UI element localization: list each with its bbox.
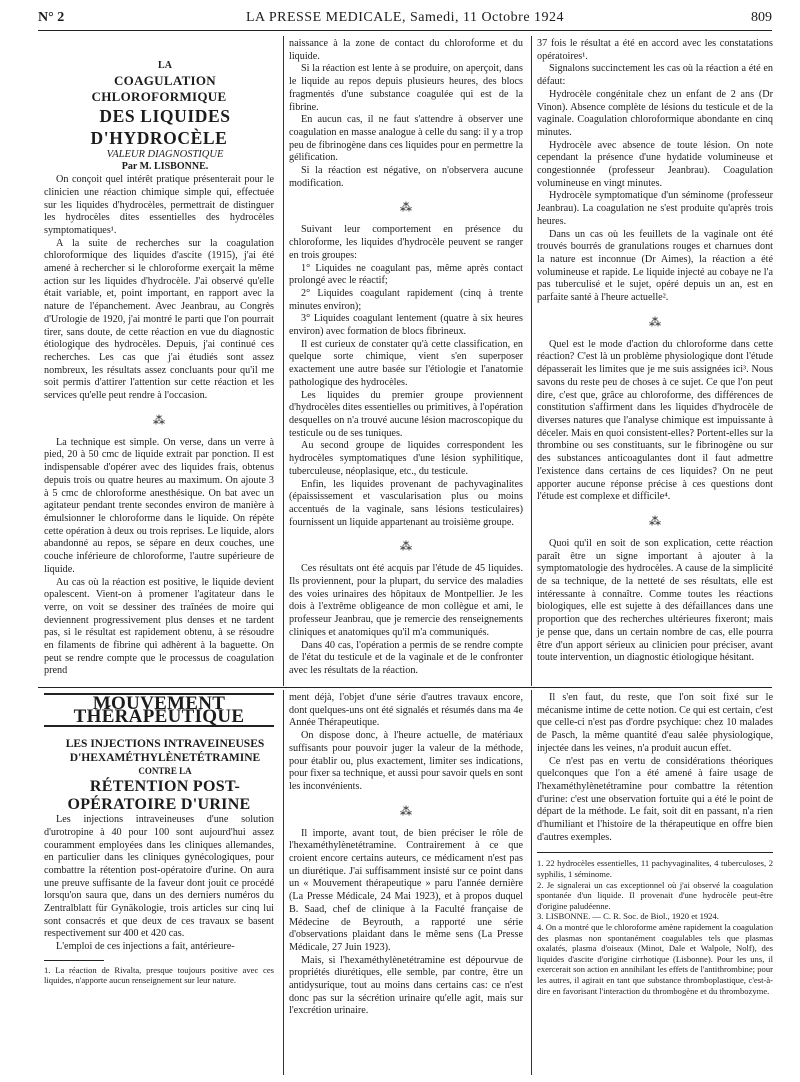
journal-title: LA PRESSE MEDICALE, Samedi, 11 Octobre 1924	[245, 10, 565, 25]
footnote-text: 1. La réaction de Rivalta, presque toujours positive avec ces liquides, n'apporte aucun renseignement sur leur nature.	[44, 964, 274, 986]
paragraph: Si la réaction est négative, on n'observera aucune modification.	[289, 165, 523, 189]
paragraph: Au second groupe de liquides correspondent les hydrocèles symptomatiques d'une lésion syphilitique, tuberculeuse, néoplasique, etc., du testicule.	[289, 440, 523, 477]
paragraph: En aucun cas, il ne faut s'attendre à observer une coagulation en masse analogue à celle du sang: il y a trop peu de fibrinogène dans ces liquides pour en permettre la gélification.	[289, 114, 523, 164]
footnote-rule	[44, 960, 104, 961]
paragraph: 1° Liquides ne coagulant pas, même après contact prolongé avec le réactif;	[289, 262, 523, 287]
paragraph: Les liquides du premier groupe proviennent d'hydrocèles dites essentielles ou primitives, à l'opération desquelles on n'a trouvé aucune lésion macroscopique du testicule ou de ses tuniques.	[289, 389, 523, 439]
column-rule	[531, 690, 532, 1075]
column-rule	[283, 690, 284, 1075]
paragraph: Quoi qu'il en soit de son explication, cette réaction paraît être un signe important à ajouter à la symptomatologie des hydrocèles. A cause de la simplicité de sa technique, de la netteté de ses résultats, elle est intéressante à connaître. Comme toutes les réactions biologiques, elle est sujette à des défaillances dans une proportion que des recherches ultérieures fixeront; mais je pense que, dans un certain nombre de cas, elle pourra être d'un apport sérieux au clinicien pour préciser, avant toute intervention, un diagnostic étiologique hésitant.	[537, 537, 773, 664]
section-ornament: ⁂	[400, 539, 412, 554]
paragraph: Il est curieux de constater qu'à cette classification, en quelque sorte chimique, vient s'en superposer exactement une autre basée sur l'étiologie et l'anatomie pathologique des hydrocèles.	[289, 338, 523, 388]
article-separator	[38, 687, 772, 688]
page-header	[38, 10, 772, 31]
paragraph: 37 fois le résultat a été en accord avec les constatations opératoires¹.	[537, 38, 773, 62]
article-subtitle: VALEUR DIAGNOSTIQUE	[106, 148, 224, 160]
footnote-text: 3. LISBONNE. — C. R. Soc. de Biol., 1920 et 1924.	[537, 911, 719, 922]
paragraph: Les injections intraveineuses d'une solution d'urotropine à 40 pour 100 sont aujourd'hui assez couramment employées dans les cliniques allemandes, en particulier dans les cliniques gynécologiques, pour combattre la rétention post-opératoire d'urine. On aura une preuve suffisante de la faveur dont jouit ce procédé lorsqu'on saura que, dans un des derniers numéros du Zentralblatt für Gynäkologie, trois articles sur cinq lui sont consacrés et que deux de ces travaux se basent respectivement sur 400 et 420 cas.	[44, 814, 274, 940]
paragraph: Dans un cas où les feuillets de la vaginale ont été trouvés bourrés de granulations rouges et charnues dont la nature est inconnue (Dr Aimes), la réaction a été volumineuse et rapide. Le liquide injecté au cobaye ne l'a pas tuberculisé et le sujet, opéré depuis un an, est en parfaite santé à l'heure actuelle².	[537, 228, 773, 304]
article1-column-2	[289, 38, 523, 678]
section-ornament: ⁂	[400, 803, 412, 818]
article1-column-3	[537, 38, 773, 665]
paragraph: Ces résultats ont été acquis par l'étude de 45 liquides. Ils proviennent, pour la plupart, du service des maladies des voies urinaires des hôpitaux de Montpellier. Je les dois à l'extrême obligeance de mon collègue et ami, le professeur Jeanbrau, que je remercie des renseignements cliniques et anatomiques qu'il m'a communiqués.	[289, 563, 523, 638]
paragraph: A la suite de recherches sur la coagulation chloroformique des liquides d'ascite (1915), j'ai été amené à rechercher si le chloroforme exerçait la même action sur les liquides d'hydrocèle. J'ai observé qu'elle était variable, et, point important, en rapport avec la nature de l'épanchement. Avec Jeanbrau, au Congrès d'Urologie de 1920, j'ai montré le parti que l'on pourrait tirer, sans doute, de cette réaction en vue du diagnostic étiologique des hydrocèles. Depuis, j'ai continué ces recherches. Les cas que j'ai étudiés sont assez nombreux, les résultats assez concluants pour qu'il me soit permis d'attirer l'attention sur cette réaction et les services qu'elle peut rendre à l'occasion.	[44, 237, 274, 402]
paragraph: L'emploi de ces injections a fait, antérieure-	[56, 941, 235, 953]
footnote-text: 2. Je signalerai un cas exceptionnel où j'ai observé la coagulation spontanée d'un liquide. Il provenait d'une hydrocèle peut-être d'origine paludéenne.	[537, 879, 773, 911]
paragraph: Signalons succinctement les cas où la réaction a été en défaut:	[537, 63, 773, 88]
paragraph: Ce n'est pas en vertu de considérations théoriques quelconques que l'on a été amené à faire usage de l'hexaméthylènetétramine pour combattre la rétention d'urine: c'est une observation fortuite qui a été le point de départ de la méthode. Le fait, soit dit en passant, n'a rien d'humiliant et l'histoire de la thérapeutique en offre bien d'autres exemples.	[537, 755, 773, 843]
article-title-line2: DES LIQUIDES D'HYDROCÈLE	[90, 105, 231, 148]
section-ornament: ⁂	[400, 200, 412, 215]
paragraph: Au cas où la réaction est positive, le liquide devient opalescent. Vient-on à promener l'agitateur dans le verre, on voit se dessiner des traînées de moire qui deviennent progressivement plus denses et ne tardent pas, si le résultat est rapidement obtenu, à se résoudre en filaments de fibrine qui adhèrent à la baguette. On peut se rendre compte que le processus de coagulation prend	[44, 576, 274, 677]
paragraph: 3° Liquides coagulant lentement (quatre à six heures environ) avec formation de blocs fibrineux.	[289, 313, 523, 338]
article-kicker: LA	[158, 60, 172, 71]
article-author: Par M. LISBONNE.	[121, 161, 209, 173]
column-rule	[531, 36, 532, 686]
footnote-text: 1. 22 hydrocèles essentielles, 11 pachyvaginalites, 4 tuberculoses, 2 syphilis, 1 séminome.	[537, 858, 773, 880]
paragraph: Suivant leur comportement en présence du chloroforme, les liquides d'hydrocèle peuvent se ranger en trois groupes:	[289, 224, 523, 261]
paragraph: Si la réaction est lente à se produire, on aperçoit, dans le liquide au repos depuis plusieurs heures, des blocs fragmentés d'une substance coagulée qui est de la fibrine.	[289, 63, 523, 113]
section-ornament: ⁂	[649, 513, 661, 528]
paragraph: On conçoit quel intérêt pratique présenterait pour le clinicien une réaction chimique simple qui, effectuée sur les liquides d'hydrocèles, permettrait de distinguer les hydrocèles dites essentielles des hydrocèles symptomatiques¹.	[44, 174, 274, 236]
section-ornament: ⁂	[649, 314, 661, 329]
paragraph: Il importe, avant tout, de bien préciser le rôle de l'hexaméthylènetétramine. Contrairement à ce que croient encore certains auteurs, ce médicament n'est pas un diurétique. J'ai suffisamment insisté sur ce point dans un « Mouvement thérapeutique » paru l'année dernière (La Presse Médicale, 24 Mai 1923), et à propos duquel B. Saad, chef de clinique à la Faculté française de Médecine de Beyrouth, a rapporté une série d'observations plaidant dans le même sens (La Presse Médicale, 27 Juin 1923).	[289, 827, 523, 953]
footnote	[44, 965, 274, 986]
article-title-line1: LES INJECTIONS INTRAVEINEUSES	[65, 738, 265, 751]
column-rule	[283, 36, 284, 686]
paragraph: naissance à la zone de contact du chloroforme et du liquide.	[289, 38, 523, 62]
issue-number: N° 2	[38, 10, 65, 25]
paragraph: La technique est simple. On verse, dans un verre à pied, 20 à 50 cmc de liquide extrait par ponction. Il est indispensable d'opérer avec des liquides frais, obtenus depuis trois ou quatre heures au maximum. On ajoute 3 à 5 cmc de chloroforme anesthésique. On bat avec un agitateur pendant trente secondes environ de manière à émulsionner le chloroforme dans le liquide. On répète cette opération à deux ou trois reprises. Le liquide, alors abandonné au repos, se sépare en deux couches, une couche inférieure de chloroforme, l'autre supérieure de liquide.	[44, 436, 274, 575]
paragraph: Dans 40 cas, l'opération a permis de se rendre compte de l'état du testicule et de la vaginale et de le confronter avec les résultats de la réaction.	[289, 639, 523, 676]
article-title-connector: CONTRE LA	[138, 766, 192, 777]
article2-column-1	[44, 693, 274, 986]
footnote-text: 4. On a montré que le chloroforme amène rapidement la coagulation des plasmas non spontanément coagulables tels que plasmas oxalatés, plasma d'oiseaux (Minot, Dale et Walpole, Nolf), des liquides d'ascite d'origine cirrhotique (Lisbonne). Pour les uns, il exercerait son action en annihilant les effets de l'antithrombine; pour les autres, il agirait en tant que substance thromboplastique, c'est-à-dire en favorisant l'interaction du thrombogène et du thrombozyme.	[537, 922, 773, 996]
article2-column-2	[289, 692, 523, 1018]
article1-column-1	[44, 60, 274, 678]
article-title-line3: RÉTENTION POST-OPÉRATOIRE D'URINE	[67, 778, 251, 814]
paragraph: ment déjà, l'objet d'une série d'autres travaux encore, dont quelques-uns ont été signalés et résumés dans ma 4e Année Thérapeutique.	[289, 692, 523, 729]
paragraph: On dispose donc, à l'heure actuelle, de matériaux suffisants pour pouvoir juger la valeur de la méthode, pour établir ou, plus exactement, limiter ses indications, pour fixer sa technique, et aussi pour savoir quels en sont les inconvénients.	[289, 730, 523, 792]
article-title-line1: COAGULATION CHLOROFORMIQUE	[91, 72, 227, 104]
article2-column-3	[537, 692, 773, 996]
paragraph: Mais, si l'hexaméthylènetétramine est dépourvue de propriétés diurétiques, elle semble, par contre, être un antidysurique, tout au moins dans certains cas: ce n'est donc pas sur la sécrétion urinaire qu'elle agit, mais sur l'excrétion urinaire.	[289, 954, 523, 1017]
paragraph: Hydrocèle avec absence de toute lésion. On note cependant la présence d'une hydatide volumineuse et congestionnée (professeur Jeanbrau). Coagulation volumineuse en vingt minutes.	[537, 139, 773, 189]
paragraph: Hydrocèle symptomatique d'un séminome (professeur Jeanbrau). La coagulation ne s'est produite qu'après trois heures.	[537, 190, 773, 227]
section-ornament: ⁂	[153, 412, 165, 427]
rubric-title: MOUVEMENT THÉRAPEUTIQUE	[44, 693, 274, 727]
page-number: 809	[751, 10, 772, 25]
paragraph: Enfin, les liquides provenant de pachyvaginalites (épaississement et vascularisation plus ou moins accentués de la vaginale, sans lésions testiculaires) fournissent un liquide appartenant au troisième groupe.	[289, 478, 523, 528]
paragraph: Quel est le mode d'action du chloroforme dans cette réaction? C'est là un problème physiologique dont l'étude dépasserait les limites que je me suis assignées ici³. Nous savons du reste peu de choses à ce sujet. Ce que l'on peut dire, c'est que, grâce au chloroforme, des différences de constitution s'affirment dans les liquides d'hydrocèle de diverses natures que l'analyse chimique est impuissante à déceler. Mais en quoi consistent-elles? Portent-elles sur la thrombine ou ses constituants, sur le fibrinogène ou sur des substances anticoagulantes dont il faut admettre l'existence dans certains de ces liquides? On ne peut apporter aucune réponse précise à ces questions dont l'étude est complexe et difficile⁴.	[537, 338, 773, 503]
paragraph: Il s'en faut, du reste, que l'on soit fixé sur le mécanisme intime de cette notion. Ce qui est certain, c'est que celle-ci n'est pas d'ordre psychique: chez 10 malades de Pasch, la même quantité d'eau salée physiologique, injectée dans les veines, n'a produit aucun effet.	[537, 692, 773, 754]
paragraph: Hydrocèle congénitale chez un enfant de 2 ans (Dr Vinon). Absence complète de lésions du testicule et de la vaginale. Coagulation chloroformique abondante en cinq minutes.	[537, 88, 773, 138]
footnote-rule	[537, 852, 773, 853]
footnotes	[537, 858, 773, 996]
paragraph: 2° Liquides coagulant rapidement (cinq à trente minutes environ);	[289, 287, 523, 312]
article-title-line2: D'HEXAMÉTHYLÈNETÉTRAMINE	[69, 752, 261, 765]
